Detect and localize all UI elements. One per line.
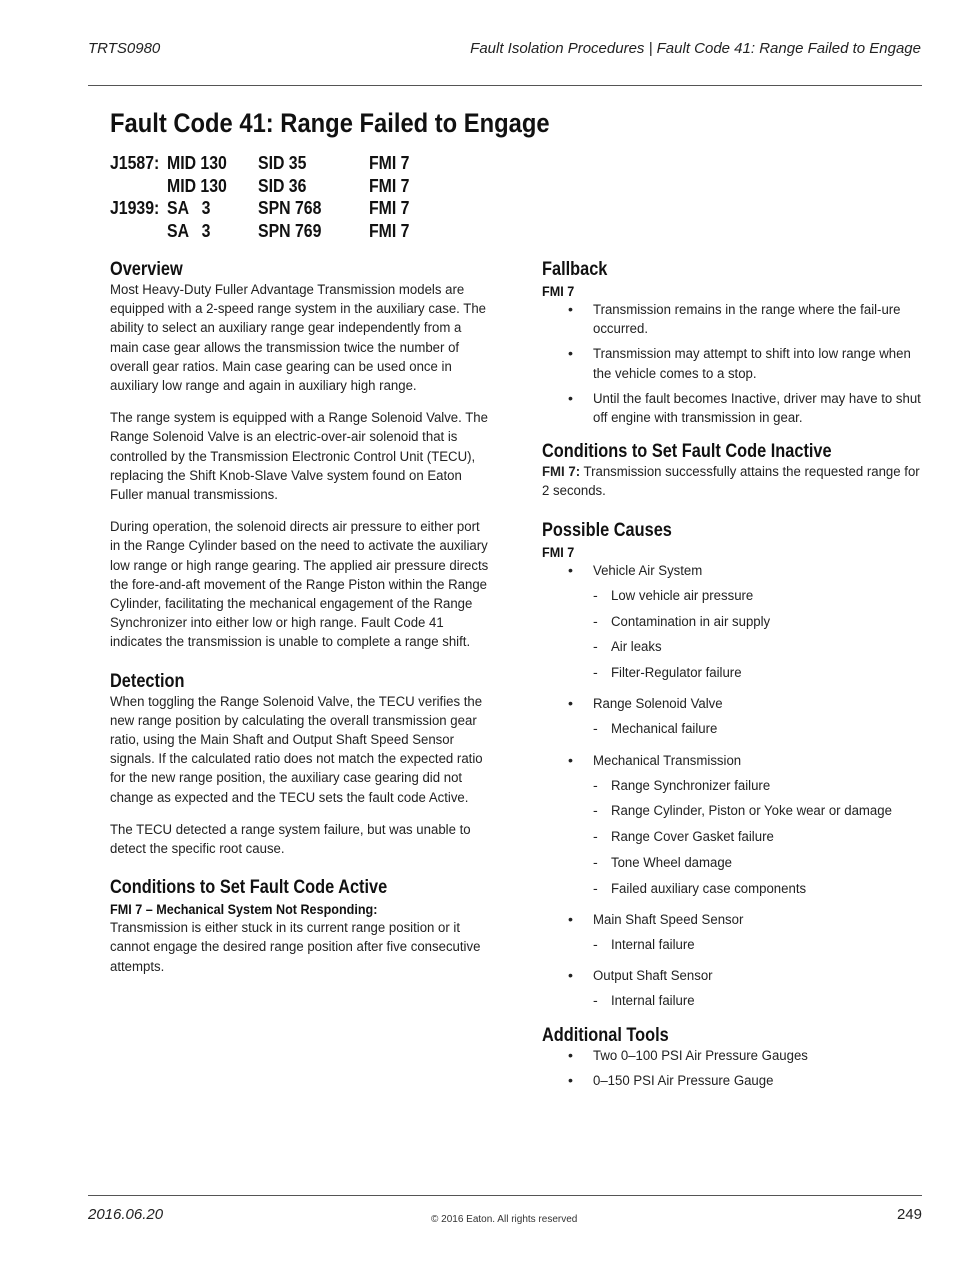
active-conditions-subheading: FMI 7 – Mechanical System Not Responding: xyxy=(110,901,378,918)
list-item xyxy=(542,1047,927,1066)
possible-causes-subheading: FMI 7 xyxy=(542,543,575,560)
cause-group-name: Range Solenoid Valve xyxy=(593,696,723,713)
overview-paragraph: Most Heavy-Duty Fuller Advantage Transmission models are equipped with a 2-speed range system in the auxiliary case. The ability to select an auxiliary range gear independently from a main case gear allows the transmission twice the number of overall gear ratios. Main case gearing can be used once in auxiliary low range and again in auxiliary high range. xyxy=(110,282,487,395)
cause-item-text: Mechanical failure xyxy=(611,721,718,738)
cause-item-text: Range Synchronizer failure xyxy=(611,777,771,794)
possible-causes-heading: Possible Causes xyxy=(542,519,672,541)
bullet-icon: • xyxy=(568,911,573,928)
cause-sublist xyxy=(593,992,927,1011)
fallback-subheading: FMI 7 xyxy=(542,283,575,299)
cause-item-text: Air leaks xyxy=(611,639,662,656)
cause-sublist xyxy=(593,936,927,955)
cause-sublist xyxy=(593,720,927,739)
cause-item xyxy=(593,854,927,873)
right-column xyxy=(542,258,927,1098)
footer-date: 2016.06.20 xyxy=(88,1206,164,1223)
active-conditions-text: Transmission is either stuck in its current range position or it cannot engage the desired range position after five consecutive attempts. xyxy=(110,920,481,975)
page-number: 249 xyxy=(896,1206,922,1223)
list-item xyxy=(542,1072,927,1091)
dash-icon: - xyxy=(593,613,598,630)
dash-icon: - xyxy=(593,664,598,681)
spn-value: SPN 768 xyxy=(258,198,322,218)
cause-group xyxy=(542,752,927,899)
overview-paragraph: During operation, the solenoid directs air pressure to either port in the Range Cylinder based on the need to activate the auxiliary low range or high range gearing. The applied air pressure directs the fore-and-aft movement of the Range Piston within the Range Cylinder, facilitating the mechanical engagement of the Range Synchronizer into either low or high range. Fault Code 41 indicates the transmission is unable to complete a range shift. xyxy=(110,519,489,651)
detection-heading: Detection xyxy=(110,670,185,692)
bullet-icon: • xyxy=(568,752,573,769)
cause-group xyxy=(542,695,927,739)
fmi-value: FMI 7 xyxy=(369,198,410,218)
cause-group-name: Mechanical Transmission xyxy=(593,752,742,769)
cause-item xyxy=(593,936,927,955)
fallback-list xyxy=(542,301,927,428)
additional-tools-list xyxy=(542,1047,927,1092)
detection-paragraph: The TECU detected a range system failure, but was unable to detect the specific root cause. xyxy=(110,821,471,858)
footer-divider xyxy=(88,1195,922,1196)
cause-item-text: Range Cylinder, Piston or Yoke wear or damage xyxy=(611,803,892,820)
footer-copyright: © 2016 Eaton. All rights reserved xyxy=(431,1214,578,1225)
cause-sublist xyxy=(593,587,927,683)
cause-item xyxy=(593,720,927,739)
dash-icon: - xyxy=(593,777,598,794)
cause-item-text: Range Cover Gasket failure xyxy=(611,829,774,846)
tool-item-text: Two 0–100 PSI Air Pressure Gauges xyxy=(593,1047,808,1064)
inactive-conditions-heading: Conditions to Set Fault Code Inactive xyxy=(542,441,832,463)
header-section-title: Fault Isolation Procedures | Fault Code 41: Range Failed to Engage xyxy=(470,40,921,57)
cause-item xyxy=(593,777,927,796)
cause-group-name: Main Shaft Speed Sensor xyxy=(593,911,744,928)
cause-group xyxy=(542,967,927,1011)
fallback-item-text: Transmission remains in the range where the fail-ure occurred. xyxy=(593,302,901,338)
dash-icon: - xyxy=(593,993,598,1010)
active-conditions-heading: Conditions to Set Fault Code Active xyxy=(110,877,388,899)
bullet-icon: • xyxy=(568,302,573,318)
cause-item xyxy=(593,587,927,606)
spn-value: SPN 769 xyxy=(258,220,322,241)
cause-item xyxy=(593,664,927,683)
list-item xyxy=(542,301,927,339)
cause-item xyxy=(593,992,927,1011)
sid-value: SID 35 xyxy=(258,153,307,173)
cause-item xyxy=(593,613,927,632)
fmi-value: FMI 7 xyxy=(369,153,410,173)
cause-item xyxy=(593,638,927,657)
bullet-icon: • xyxy=(568,346,573,363)
dash-icon: - xyxy=(593,880,598,897)
inactive-text: Transmission successfully attains the requested range for 2 seconds. xyxy=(542,464,920,500)
cause-group-name: Vehicle Air System xyxy=(593,562,703,579)
tool-item-text: 0–150 PSI Air Pressure Gauge xyxy=(593,1073,774,1090)
bullet-icon: • xyxy=(568,562,573,579)
cause-item-text: Contamination in air supply xyxy=(611,613,771,630)
fmi-value: FMI 7 xyxy=(369,220,410,241)
sid-value: SID 36 xyxy=(258,175,307,196)
page-title: Fault Code 41: Range Failed to Engage xyxy=(110,108,550,138)
cause-item-text: Internal failure xyxy=(611,936,695,953)
overview-paragraph: The range system is equipped with a Range Solenoid Valve. The Range Solenoid Valve is an electric-over-air solenoid that is controlled by the Transmission Electronic Control Unit (TECU), replacing the Shift Knob-Slave Valve system found on Eaton Fuller manual transmissions. xyxy=(110,410,488,504)
cause-item xyxy=(593,802,927,821)
header-doc-id: TRTS0980 xyxy=(88,40,161,57)
sa-value: SA 3 xyxy=(167,220,211,241)
bullet-icon: • xyxy=(568,1073,573,1090)
fallback-item-text: Until the fault becomes Inactive, driver may have to shut off engine with transmission in gear. xyxy=(593,390,921,427)
dash-icon: - xyxy=(593,803,598,820)
inactive-fmi-label: FMI 7: xyxy=(542,464,581,481)
cause-group xyxy=(542,911,927,955)
detection-paragraph: When toggling the Range Solenoid Valve, the TECU verifies the new range position by calculating the overall transmission gear ratio, using the Main Shaft and Output Shaft Speed Sensor signals. If the calculated ratio does not match the expected ratio for the new range position, the auxiliary case gearing did not change as expected and the TECU sets the fault code Active. xyxy=(110,693,483,806)
mid-value: MID 130 xyxy=(167,153,227,173)
bullet-icon: • xyxy=(568,696,573,713)
overview-heading: Overview xyxy=(110,259,183,280)
cause-item xyxy=(593,880,927,899)
cause-item-text: Low vehicle air pressure xyxy=(611,587,754,604)
cause-group xyxy=(542,562,927,684)
cause-item-text: Internal failure xyxy=(611,993,695,1010)
mid-value: MID 130 xyxy=(167,175,227,196)
dash-icon: - xyxy=(593,854,598,871)
cause-item xyxy=(593,828,927,847)
cause-item-text: Failed auxiliary case components xyxy=(611,880,807,897)
cause-item-text: Filter-Regulator failure xyxy=(611,664,742,681)
bullet-icon: • xyxy=(568,968,573,985)
dash-icon: - xyxy=(593,936,598,953)
fallback-item-text: Transmission may attempt to shift into low range when the vehicle comes to a stop. xyxy=(593,346,911,382)
dash-icon: - xyxy=(593,587,598,604)
additional-tools-heading: Additional Tools xyxy=(542,1024,669,1046)
fmi-value: FMI 7 xyxy=(369,175,410,196)
cause-item-text: Tone Wheel damage xyxy=(611,854,733,871)
fallback-heading: Fallback xyxy=(542,259,608,280)
cause-group-name: Output Shaft Sensor xyxy=(593,968,713,985)
protocol-label: J1587: xyxy=(110,153,160,173)
inactive-conditions-text xyxy=(542,463,921,501)
left-column xyxy=(110,258,490,977)
list-item xyxy=(542,345,927,383)
list-item xyxy=(542,390,927,428)
bullet-icon: • xyxy=(568,390,573,407)
possible-causes-list xyxy=(542,562,927,1012)
dash-icon: - xyxy=(593,829,598,846)
protocol-label: J1939: xyxy=(110,198,160,218)
dash-icon: - xyxy=(593,721,598,738)
header-divider xyxy=(88,85,922,86)
bullet-icon: • xyxy=(568,1047,573,1064)
dash-icon: - xyxy=(593,639,598,656)
cause-sublist xyxy=(593,777,927,899)
sa-value: SA 3 xyxy=(167,198,211,218)
